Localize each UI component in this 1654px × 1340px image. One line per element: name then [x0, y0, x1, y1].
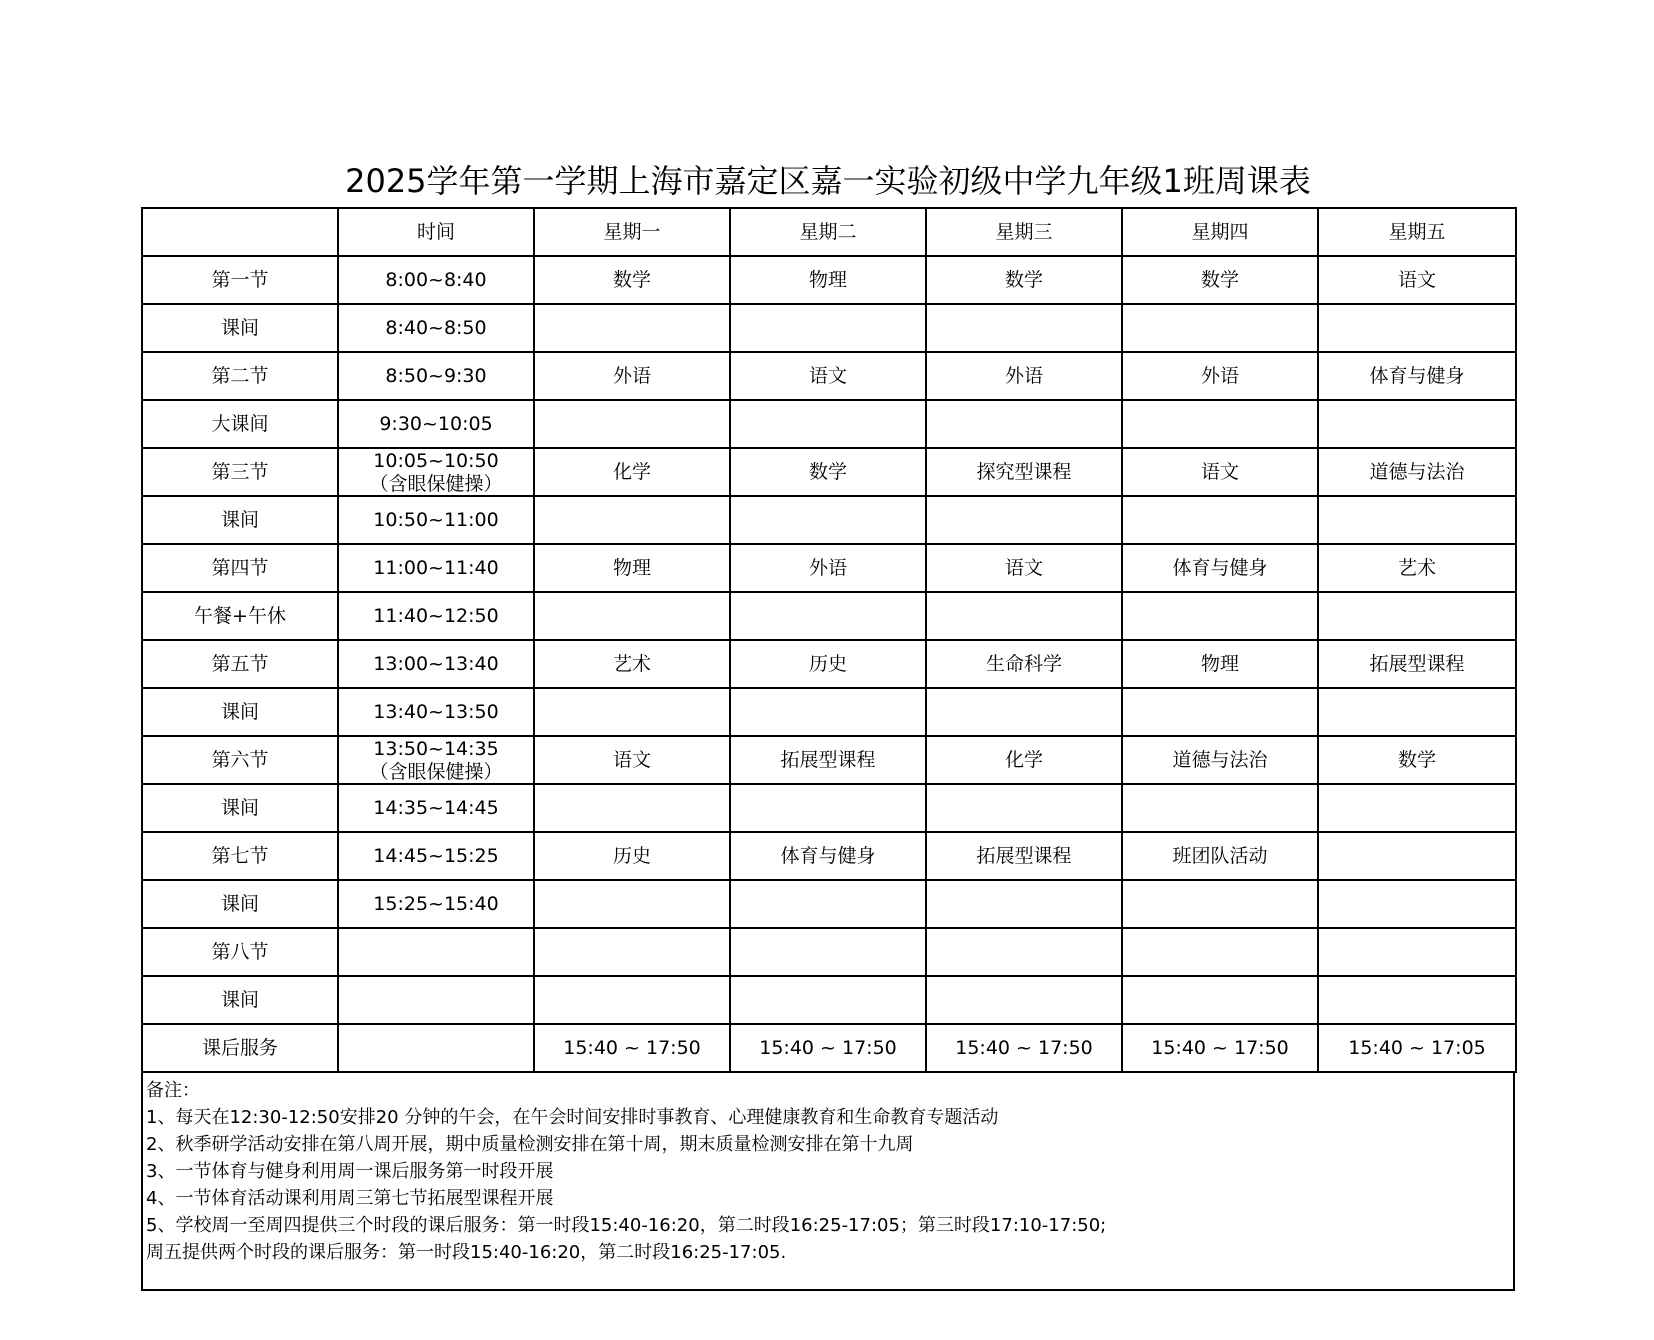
subject-cell-monday — [534, 304, 730, 352]
time-range: 10:05~10:50 — [373, 450, 499, 472]
time-note: （含眼保健操） — [369, 473, 503, 495]
schedule-row — [142, 784, 1516, 832]
subject-cell-tuesday: 数学 — [730, 448, 926, 496]
subject-cell-tuesday: 15:40 ~ 17:50 — [730, 1024, 926, 1072]
schedule-row — [142, 352, 1516, 400]
schedule-row — [142, 400, 1516, 448]
period-cell: 第八节 — [142, 928, 338, 976]
schedule-sheet — [141, 207, 1515, 1291]
subject-cell-thursday — [1122, 592, 1318, 640]
subject-cell-wednesday: 化学 — [926, 736, 1122, 784]
schedule-row — [142, 304, 1516, 352]
period-cell: 第三节 — [142, 448, 338, 496]
subject-cell-monday: 外语 — [534, 352, 730, 400]
period-cell: 第七节 — [142, 832, 338, 880]
subject-cell-thursday — [1122, 304, 1318, 352]
subject-cell-wednesday: 生命科学 — [926, 640, 1122, 688]
subject-cell-thursday — [1122, 976, 1318, 1024]
time-cell: 11:00~11:40 — [338, 544, 534, 592]
note-line: 1、每天在12:30-12:50安排20 分钟的午会，在午会时间安排时事教育、心理健康教育和生命教育专题活动 — [146, 1107, 999, 1128]
subject-cell-wednesday: 语文 — [926, 544, 1122, 592]
subject-cell-friday — [1318, 832, 1516, 880]
subject-cell-tuesday: 历史 — [730, 640, 926, 688]
subject-cell-thursday — [1122, 784, 1318, 832]
schedule-table — [141, 207, 1517, 1073]
schedule-row — [142, 976, 1516, 1024]
period-cell: 第二节 — [142, 352, 338, 400]
subject-cell-wednesday: 外语 — [926, 352, 1122, 400]
subject-cell-friday — [1318, 688, 1516, 736]
subject-cell-friday: 艺术 — [1318, 544, 1516, 592]
subject-cell-wednesday: 15:40 ~ 17:50 — [926, 1024, 1122, 1072]
time-cell: 8:40~8:50 — [338, 304, 534, 352]
header-cell-tuesday: 星期二 — [730, 208, 926, 256]
period-cell: 第六节 — [142, 736, 338, 784]
subject-cell-friday — [1318, 496, 1516, 544]
time-cell — [338, 1024, 534, 1072]
subject-cell-wednesday — [926, 592, 1122, 640]
period-cell: 课间 — [142, 880, 338, 928]
subject-cell-thursday — [1122, 880, 1318, 928]
subject-cell-thursday: 班团队活动 — [1122, 832, 1318, 880]
schedule-row — [142, 688, 1516, 736]
subject-cell-thursday — [1122, 400, 1318, 448]
subject-cell-monday: 物理 — [534, 544, 730, 592]
time-cell: 13:40~13:50 — [338, 688, 534, 736]
schedule-row — [142, 592, 1516, 640]
period-cell: 课间 — [142, 976, 338, 1024]
header-cell-time: 时间 — [338, 208, 534, 256]
time-range: 13:50~14:35 — [373, 738, 499, 760]
time-cell — [338, 928, 534, 976]
subject-cell-friday: 道德与法治 — [1318, 448, 1516, 496]
time-note: （含眼保健操） — [369, 761, 503, 783]
subject-cell-monday — [534, 592, 730, 640]
subject-cell-friday — [1318, 400, 1516, 448]
schedule-row — [142, 256, 1516, 304]
period-cell: 大课间 — [142, 400, 338, 448]
subject-cell-thursday: 物理 — [1122, 640, 1318, 688]
note-line: 2、秋季研学活动安排在第八周开展，期中质量检测安排在第十周，期末质量检测安排在第十九周 — [146, 1134, 914, 1155]
time-cell: 15:25~15:40 — [338, 880, 534, 928]
time-cell — [338, 448, 534, 496]
subject-cell-wednesday: 探究型课程 — [926, 448, 1122, 496]
header-cell-wednesday: 星期三 — [926, 208, 1122, 256]
time-cell: 8:00~8:40 — [338, 256, 534, 304]
subject-cell-thursday: 语文 — [1122, 448, 1318, 496]
subject-cell-monday: 历史 — [534, 832, 730, 880]
period-cell: 午餐+午休 — [142, 592, 338, 640]
time-cell: 10:50~11:00 — [338, 496, 534, 544]
time-cell: 14:45~15:25 — [338, 832, 534, 880]
note-line: 3、一节体育与健身利用周一课后服务第一时段开展 — [146, 1161, 554, 1182]
subject-cell-wednesday — [926, 976, 1122, 1024]
subject-cell-tuesday: 拓展型课程 — [730, 736, 926, 784]
subject-cell-monday: 艺术 — [534, 640, 730, 688]
header-cell-friday: 星期五 — [1318, 208, 1516, 256]
subject-cell-monday — [534, 688, 730, 736]
period-cell: 课间 — [142, 496, 338, 544]
subject-cell-wednesday: 数学 — [926, 256, 1122, 304]
period-cell: 课间 — [142, 784, 338, 832]
subject-cell-friday — [1318, 592, 1516, 640]
page-title: 2025学年第一学期上海市嘉定区嘉一实验初级中学九年级1班周课表 — [345, 162, 1311, 200]
schedule-row — [142, 448, 1516, 496]
subject-cell-thursday — [1122, 928, 1318, 976]
subject-cell-wednesday: 拓展型课程 — [926, 832, 1122, 880]
subject-cell-monday: 15:40 ~ 17:50 — [534, 1024, 730, 1072]
header-cell-blank — [142, 208, 338, 256]
subject-cell-wednesday — [926, 880, 1122, 928]
subject-cell-tuesday: 外语 — [730, 544, 926, 592]
subject-cell-monday — [534, 976, 730, 1024]
period-cell: 第五节 — [142, 640, 338, 688]
subject-cell-tuesday — [730, 928, 926, 976]
subject-cell-monday — [534, 928, 730, 976]
schedule-body — [142, 208, 1516, 1072]
schedule-row — [142, 736, 1516, 784]
subject-cell-thursday: 15:40 ~ 17:50 — [1122, 1024, 1318, 1072]
period-cell: 课后服务 — [142, 1024, 338, 1072]
subject-cell-tuesday: 体育与健身 — [730, 832, 926, 880]
subject-cell-friday — [1318, 880, 1516, 928]
subject-cell-tuesday — [730, 976, 926, 1024]
time-cell: 8:50~9:30 — [338, 352, 534, 400]
subject-cell-tuesday — [730, 592, 926, 640]
header-cell-thursday: 星期四 — [1122, 208, 1318, 256]
subject-cell-tuesday — [730, 496, 926, 544]
subject-cell-tuesday — [730, 880, 926, 928]
period-cell: 第一节 — [142, 256, 338, 304]
period-cell: 课间 — [142, 304, 338, 352]
time-cell: 13:00~13:40 — [338, 640, 534, 688]
subject-cell-tuesday — [730, 784, 926, 832]
subject-cell-friday: 15:40 ~ 17:05 — [1318, 1024, 1516, 1072]
schedule-row — [142, 880, 1516, 928]
time-cell: 14:35~14:45 — [338, 784, 534, 832]
subject-cell-thursday: 道德与法治 — [1122, 736, 1318, 784]
subject-cell-friday — [1318, 304, 1516, 352]
subject-cell-friday: 拓展型课程 — [1318, 640, 1516, 688]
subject-cell-monday: 语文 — [534, 736, 730, 784]
subject-cell-thursday: 外语 — [1122, 352, 1318, 400]
subject-cell-monday — [534, 784, 730, 832]
notes-heading: 备注： — [146, 1080, 200, 1101]
subject-cell-wednesday — [926, 400, 1122, 448]
subject-cell-friday — [1318, 784, 1516, 832]
subject-cell-tuesday — [730, 400, 926, 448]
period-cell: 课间 — [142, 688, 338, 736]
subject-cell-tuesday — [730, 688, 926, 736]
note-line: 5、学校周一至周四提供三个时段的课后服务：第一时段15:40-16:20，第二时段16:25-17:05；第三时段17:10-17:50; — [146, 1215, 1107, 1236]
subject-cell-thursday: 体育与健身 — [1122, 544, 1318, 592]
subject-cell-wednesday — [926, 304, 1122, 352]
schedule-row — [142, 496, 1516, 544]
subject-cell-thursday: 数学 — [1122, 256, 1318, 304]
schedule-row — [142, 928, 1516, 976]
subject-cell-monday: 数学 — [534, 256, 730, 304]
subject-cell-friday: 语文 — [1318, 256, 1516, 304]
subject-cell-tuesday: 物理 — [730, 256, 926, 304]
subject-cell-thursday — [1122, 688, 1318, 736]
schedule-row — [142, 832, 1516, 880]
time-cell: 11:40~12:50 — [338, 592, 534, 640]
period-cell: 第四节 — [142, 544, 338, 592]
subject-cell-friday: 体育与健身 — [1318, 352, 1516, 400]
subject-cell-monday — [534, 496, 730, 544]
header-cell-monday: 星期一 — [534, 208, 730, 256]
note-line: 周五提供两个时段的课后服务：第一时段15:40-16:20，第二时段16:25-17:05. — [146, 1242, 787, 1263]
time-cell — [338, 976, 534, 1024]
subject-cell-friday — [1318, 928, 1516, 976]
subject-cell-thursday — [1122, 496, 1318, 544]
time-cell — [338, 736, 534, 784]
subject-cell-monday — [534, 400, 730, 448]
time-cell: 9:30~10:05 — [338, 400, 534, 448]
schedule-row — [142, 1024, 1516, 1072]
subject-cell-monday — [534, 880, 730, 928]
subject-cell-tuesday: 语文 — [730, 352, 926, 400]
notes-box — [141, 1073, 1515, 1291]
subject-cell-friday — [1318, 976, 1516, 1024]
header-row — [142, 208, 1516, 256]
subject-cell-wednesday — [926, 688, 1122, 736]
subject-cell-wednesday — [926, 784, 1122, 832]
schedule-row — [142, 640, 1516, 688]
subject-cell-wednesday — [926, 928, 1122, 976]
subject-cell-tuesday — [730, 304, 926, 352]
subject-cell-wednesday — [926, 496, 1122, 544]
subject-cell-monday: 化学 — [534, 448, 730, 496]
subject-cell-friday: 数学 — [1318, 736, 1516, 784]
schedule-row — [142, 544, 1516, 592]
note-line: 4、一节体育活动课利用周三第七节拓展型课程开展 — [146, 1188, 554, 1209]
